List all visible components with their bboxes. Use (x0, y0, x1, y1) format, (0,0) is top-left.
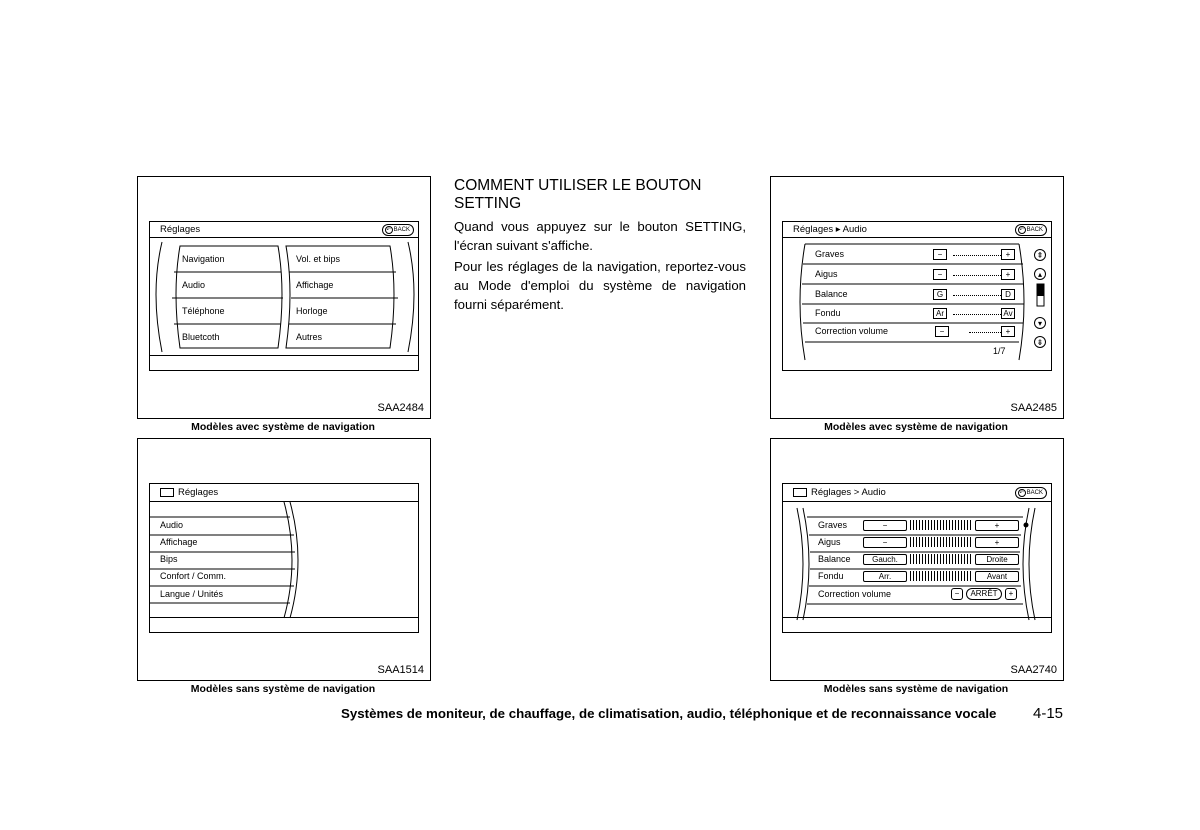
back-arrow-icon: ↶ (1019, 490, 1024, 496)
back-button[interactable]: ↶ BACK (382, 224, 414, 236)
scroll-bottom-icon[interactable]: ⇟ (1034, 336, 1046, 348)
screen-bottom-bar (150, 355, 418, 370)
balance-level-bar[interactable] (910, 554, 972, 564)
bass-increase-button[interactable]: + (975, 520, 1019, 531)
audio-row-treble-label: Aigus (815, 269, 838, 279)
figure-saa2740 (770, 438, 1064, 681)
settings-screen (149, 221, 419, 371)
audio-row-volume-label: Correction volume (818, 589, 892, 599)
screen-bottom-bar (783, 617, 1051, 632)
menu-frame (150, 222, 419, 371)
audio-settings-screen (782, 221, 1052, 371)
treble-slider[interactable] (953, 275, 1001, 276)
page-footer: Systèmes de moniteur, de chauffage, de climatisation, audio, téléphonique et de reconnaissance vocale (341, 706, 997, 721)
screen-title: Réglages (150, 484, 418, 502)
figure-saa1514 (137, 438, 431, 681)
bass-increase-button[interactable]: + (1001, 249, 1015, 260)
figure-saa2485 (770, 176, 1064, 419)
audio-row-treble-label: Aigus (818, 537, 841, 547)
menu-item-audio[interactable]: Audio (182, 280, 206, 290)
balance-slider[interactable] (953, 295, 1001, 296)
paragraph-2: Pour les réglages de la navigation, reportez-vous au Mode d'emploi du système de navigation fourni séparément. (454, 259, 746, 312)
volume-correction-increase-button[interactable]: + (1005, 588, 1017, 600)
menu-item-language-units[interactable]: Langue / Unités (160, 589, 224, 599)
figure-code: SAA1514 (377, 664, 424, 676)
volume-correction-decrease-button[interactable]: − (935, 326, 949, 337)
menu-item-navigation[interactable]: Navigation (182, 254, 225, 264)
audio-row-balance-label: Balance (815, 289, 848, 299)
bass-decrease-button[interactable]: − (863, 520, 907, 531)
figure-caption: Modèles sans système de navigation (190, 683, 376, 695)
back-arrow-icon: ↶ (1019, 227, 1024, 233)
audio-row-volume-label: Correction volume (815, 326, 889, 336)
figure-caption: Modèles sans système de navigation (823, 683, 1009, 695)
audio-row-bass-label: Graves (815, 249, 845, 259)
scroll-top-icon[interactable]: ⇞ (1034, 249, 1046, 261)
figure-code: SAA2740 (1010, 664, 1057, 676)
settings-screen (149, 483, 419, 633)
screen-title: Réglages > Audio ↶ BACK (783, 484, 1051, 502)
balance-right-button[interactable]: D (1001, 289, 1015, 300)
volume-correction-value: ARRÊT (966, 588, 1002, 600)
fade-slider[interactable] (953, 314, 1001, 315)
treble-level-bar[interactable] (910, 537, 972, 547)
screen-title: Réglages ↶ BACK (150, 222, 418, 238)
scroll-down-icon[interactable]: ▾ (1034, 317, 1046, 329)
back-button[interactable]: ↶ BACK (1015, 224, 1047, 236)
volume-correction-increase-button[interactable]: + (1001, 326, 1015, 337)
menu-item-display[interactable]: Affichage (160, 537, 198, 547)
figure-caption: Modèles avec système de navigation (191, 421, 375, 433)
section-heading: COMMENT UTILISER LE BOUTON SETTING (454, 177, 702, 212)
menu-item-telephone[interactable]: Téléphone (182, 306, 225, 316)
balance-right-button[interactable]: Droite (975, 554, 1019, 565)
figure-caption: Modèles avec système de navigation (824, 421, 1008, 433)
page-number: 4-15 (1033, 705, 1064, 722)
figure-code: SAA2485 (1010, 402, 1057, 414)
menu-item-display[interactable]: Affichage (296, 280, 334, 290)
treble-increase-button[interactable]: + (1001, 269, 1015, 280)
audio-row-balance-label: Balance (818, 554, 851, 564)
menu-item-others[interactable]: Autres (296, 332, 323, 342)
audio-row-fade-label: Fondu (818, 571, 844, 581)
fade-front-button[interactable]: Avant (975, 571, 1019, 582)
bass-slider[interactable] (953, 255, 1001, 256)
fade-front-button[interactable]: Av (1001, 308, 1015, 319)
audio-row-fade-label: Fondu (815, 308, 841, 318)
fade-rear-button[interactable]: Arr. (863, 571, 907, 582)
screen-title: Réglages ▸ Audio ↶ BACK (783, 222, 1051, 238)
list-frame (150, 484, 419, 633)
scroll-up-icon[interactable]: ▴ (1034, 268, 1046, 280)
balance-left-button[interactable]: Gauch. (863, 554, 907, 565)
treble-decrease-button[interactable]: − (933, 269, 947, 280)
audio-settings-screen (782, 483, 1052, 633)
menu-item-bluetooth[interactable]: Bluetcoth (182, 332, 220, 342)
menu-item-beeps[interactable]: Bips (160, 554, 178, 564)
audio-row-bass-label: Graves (818, 520, 848, 530)
treble-increase-button[interactable]: + (975, 537, 1019, 548)
figure-code: SAA2484 (377, 402, 424, 414)
volume-correction-slider[interactable] (969, 332, 1001, 333)
back-arrow-icon: ↶ (386, 227, 391, 233)
figure-saa2484 (137, 176, 431, 419)
fade-rear-button[interactable]: Ar (933, 308, 947, 319)
bass-decrease-button[interactable]: − (933, 249, 947, 260)
screen-bottom-bar (150, 617, 418, 632)
page-indicator: 1/7 (993, 346, 1006, 356)
menu-item-clock[interactable]: Horloge (296, 306, 328, 316)
paragraph-1: Quand vous appuyez sur le bouton SETTING, l'écran suivant s'affiche. (454, 219, 746, 253)
treble-decrease-button[interactable]: − (863, 537, 907, 548)
bass-level-bar[interactable] (910, 520, 972, 530)
menu-item-volume[interactable]: Vol. et bips (296, 254, 341, 264)
menu-item-comfort[interactable]: Confort / Comm. (160, 571, 227, 581)
volume-correction-decrease-button[interactable]: − (951, 588, 963, 600)
menu-item-audio[interactable]: Audio (160, 520, 184, 530)
balance-left-button[interactable]: G (933, 289, 947, 300)
fade-level-bar[interactable] (910, 571, 972, 581)
back-button[interactable]: ↶ BACK (1015, 487, 1047, 499)
